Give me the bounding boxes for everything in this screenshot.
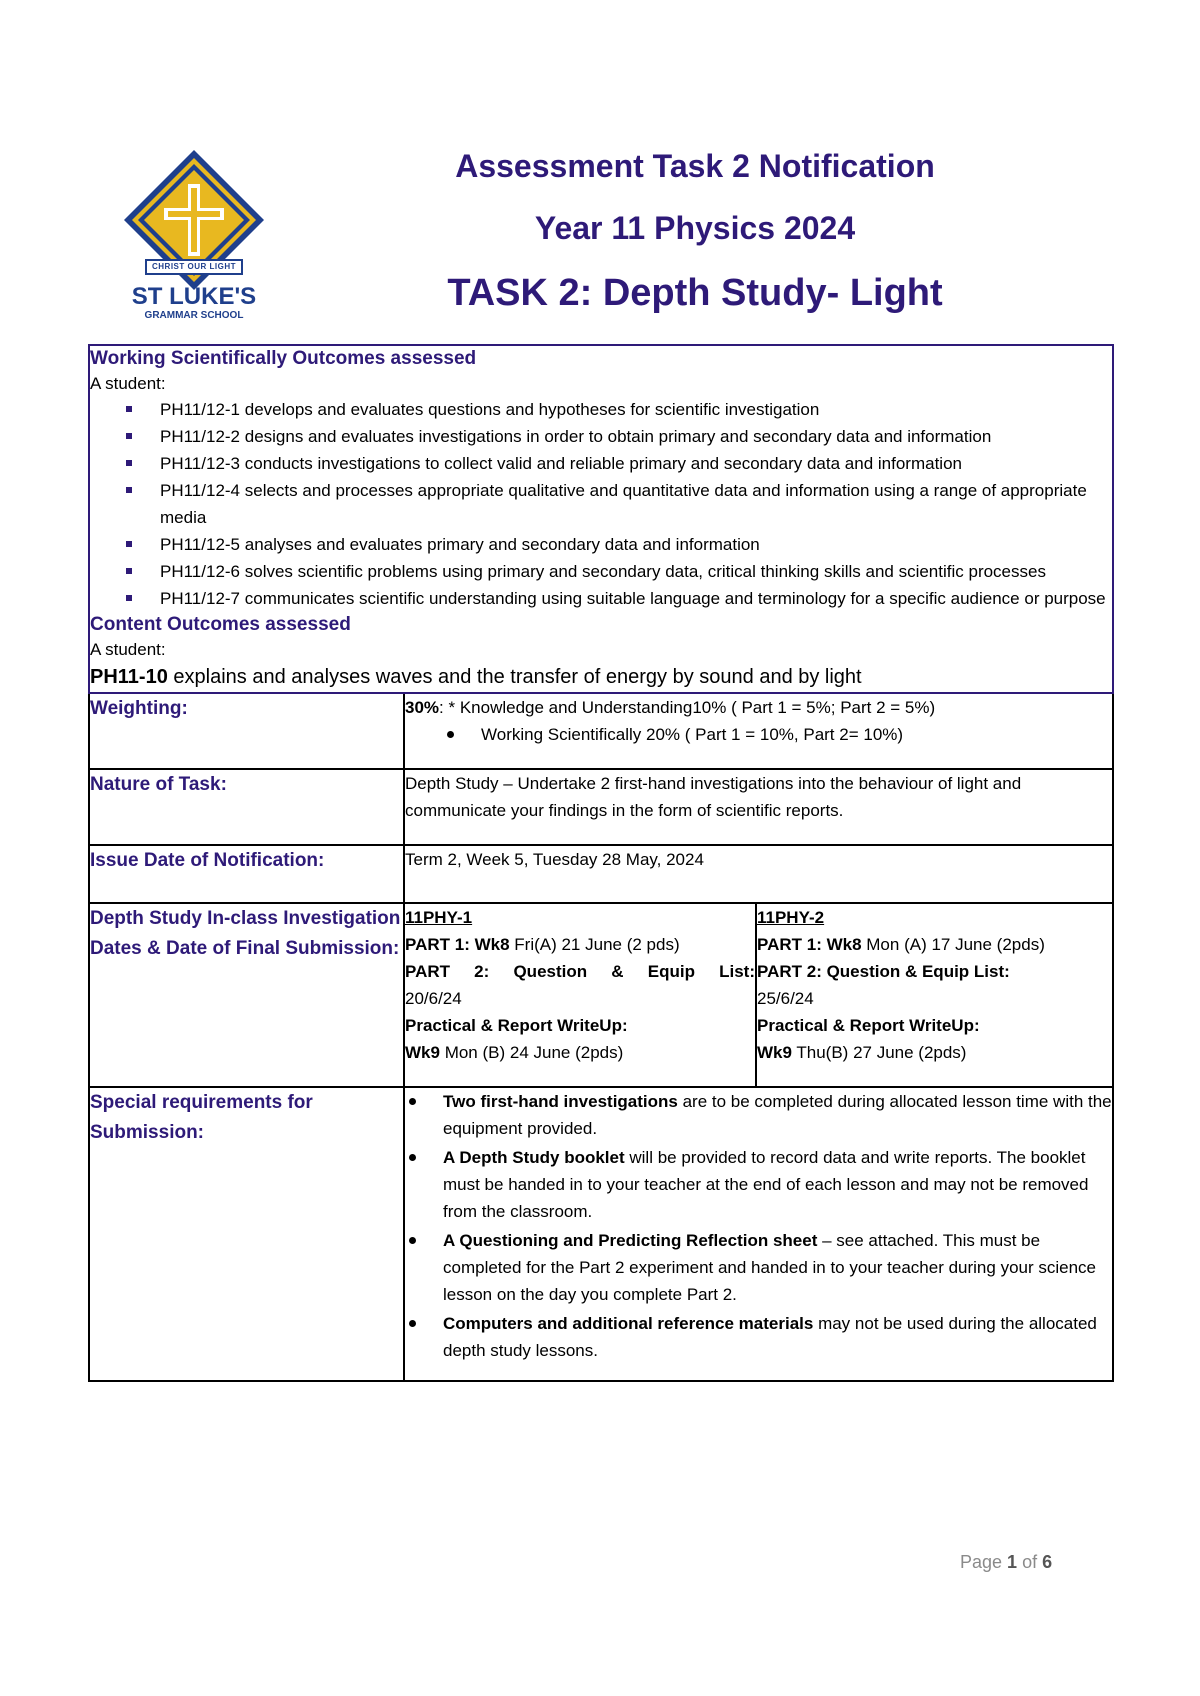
special-item-bold: A Questioning and Predicting Reflection sheet [443,1231,818,1250]
page-number [960,1552,1052,1573]
ws-outcome-item: PH11/12-2 designs and evaluates investigations in order to obtain primary and secondary data and information [160,423,1112,450]
ws-outcome-item: PH11/12-3 conducts investigations to collect valid and reliable primary and secondary data and information [160,450,1112,477]
special-item-bold: Two first-hand investigations [443,1092,678,1111]
ws-intro: A student: [90,374,166,393]
part1-text: Mon (A) 17 June (2pds) [861,935,1045,954]
page-title: Assessment Task 2 Notification [455,148,935,184]
title-block [330,138,1060,316]
ws-outcome-item: PH11/12-6 solves scientific problems using primary and secondary data, critical thinking skills and scientific processes [160,558,1112,585]
special-label: Special requirements for Submission: [89,1087,404,1381]
outcomes-cell [89,345,1113,693]
content-outcome [90,662,1112,692]
special-list [405,1088,1112,1364]
dates-col-2 [756,903,1113,1087]
week-text: Mon (B) 24 June (2pds) [439,1043,624,1062]
special-value [404,1087,1113,1381]
special-item [443,1088,1112,1142]
page-of: of [1017,1552,1043,1572]
page-current: 1 [1007,1552,1018,1572]
prac-label: Practical & Report WriteUp: [757,1016,980,1035]
notification-table [88,344,1114,1382]
part2-date: 20/6/24 [405,989,462,1008]
logo-name: ST LUKE'S [131,283,257,310]
weighting-label: Weighting: [89,693,404,769]
ws-outcome-item: PH11/12-1 develops and evaluates questions and hypotheses for scientific investigation [160,396,1112,423]
part1-label: PART 1: Wk8 [405,935,510,954]
logo-subtitle: GRAMMAR SCHOOL [144,310,244,321]
part1-label: PART 1: Wk8 [757,935,862,954]
ws-outcome-list [90,396,1112,612]
page-total: 6 [1042,1552,1053,1572]
weighting-line1: : * Knowledge and Understanding10% ( Part 1 = 5%; Part 2 = 5%) [439,698,936,717]
nature-text: Depth Study – Undertake 2 first-hand investigations into the behaviour of light and communicate your findings in the form of scientific reports. [404,769,1113,845]
week-text: Thu(B) 27 June (2pds) [791,1043,967,1062]
page-subtitle: Year 11 Physics 2024 [534,210,856,246]
special-item [443,1310,1112,1364]
ws-outcome-item: PH11/12-4 selects and processes appropriate qualitative and quantitative data and information using a range of appropriate media [160,477,1112,531]
nature-label: Nature of Task: [89,769,404,845]
content-heading: Content Outcomes assessed [90,614,351,635]
weighting-list [405,721,1112,748]
content-code: PH11-10 [90,666,168,688]
special-item-text: are to be completed during allocated lesson time with the equipment provided. [443,1092,1112,1138]
weighting-line2: Working Scientifically 20% ( Part 1 = 10%, Part 2= 10%) [481,721,1112,748]
issue-label: Issue Date of Notification: [89,845,404,903]
dates-col-1 [404,903,756,1087]
special-item-text: will be provided to record data and write reports. The booklet must be handed in to your teacher at the end of each lesson and may not be removed from the classroom. [443,1148,1089,1221]
ws-heading: Working Scientifically Outcomes assessed [90,348,477,369]
special-item-bold: A Depth Study booklet [443,1148,625,1167]
week-label: Wk9 [405,1043,440,1062]
special-item-bold: Computers and additional reference materials [443,1314,814,1333]
week-label: Wk9 [757,1043,792,1062]
special-item-text: may not be used during the allocated depth study lessons. [443,1314,1097,1360]
page-prefix: Page [960,1552,1008,1572]
task-title: TASK 2: Depth Study- Light [447,272,943,314]
ws-outcome-item: PH11/12-7 communicates scientific understanding using suitable language and terminology for a specific audience or purpose [160,585,1112,612]
content-text: explains and analyses waves and the transfer of energy by sound and by light [167,666,862,688]
class-name: 11PHY-2 [757,908,825,927]
ws-outcome-item: PH11/12-5 analyses and evaluates primary and secondary data and information [160,531,1112,558]
special-item [443,1144,1112,1225]
logo-motto: CHRIST OUR LIGHT [152,262,236,271]
part2-label: PART 2: Question & Equip List: [757,962,1010,981]
content-intro: A student: [90,640,166,659]
class-name: 11PHY-1 [405,908,473,927]
part1-text: Fri(A) 21 June (2 pds) [509,935,680,954]
special-item [443,1227,1112,1308]
issue-text: Term 2, Week 5, Tuesday 28 May, 2024 [404,845,1113,903]
weighting-pct: 30% [405,698,440,717]
school-logo [118,148,270,324]
prac-label: Practical & Report WriteUp: [405,1016,628,1035]
part2-date: 25/6/24 [757,989,814,1008]
part2-label: PART 2: Question & Equip List: [405,962,755,981]
dates-label: Depth Study In-class Investigation Dates & Date of Final Submission: [89,903,404,1087]
weighting-value [404,693,1113,769]
special-item-text: – see attached. This must be completed for the Part 2 experiment and handed in to your teacher during your science lesson on the day you complete Part 2. [443,1231,1096,1304]
